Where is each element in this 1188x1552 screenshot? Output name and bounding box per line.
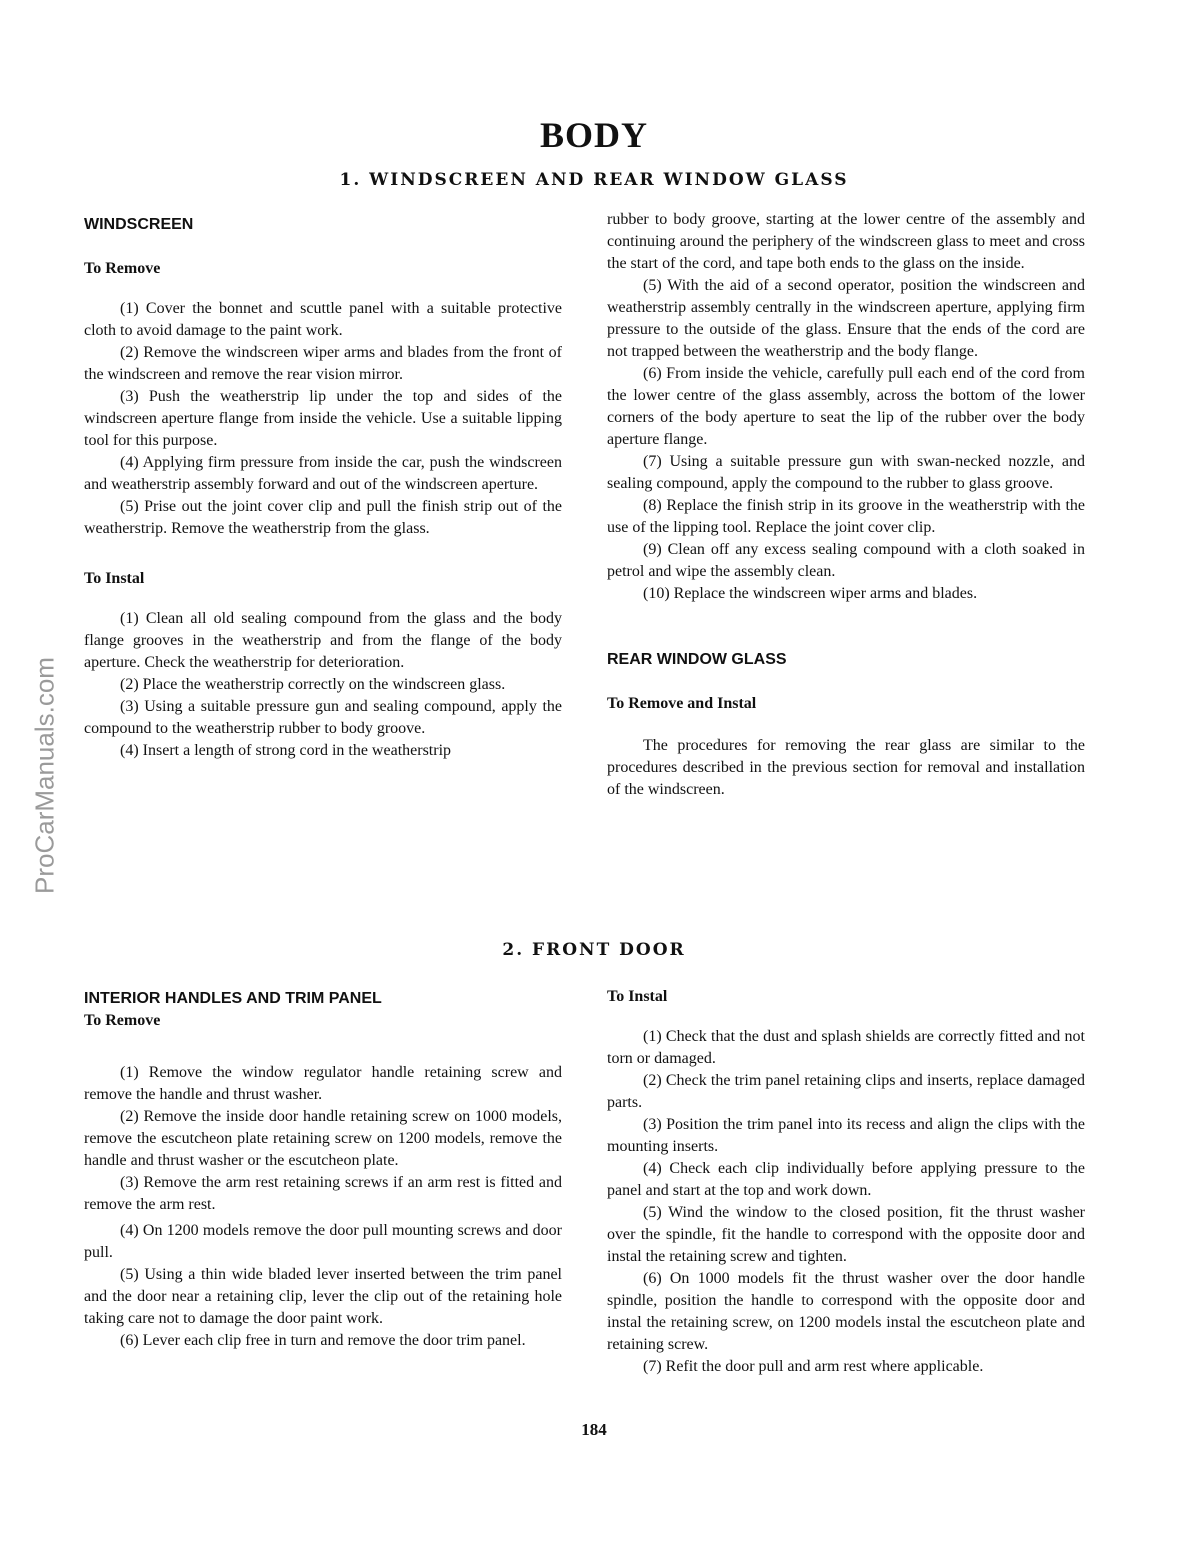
section-1-left-column xyxy=(84,214,562,762)
to-remove-heading: To Remove xyxy=(84,1012,161,1029)
to-instal-heading: To Instal xyxy=(607,988,668,1005)
watermark: ProCarManuals.com xyxy=(29,657,60,894)
section-2-title: 2. FRONT DOOR xyxy=(502,940,686,960)
step: (6) On 1000 models fit the thrust washer over the door handle spindle, position the handle to correspond with the opposite door and instal the retaining screw, on 1200 models instal the escutcheon plate and retaining screw. xyxy=(607,1270,1085,1353)
step: (2) Check the trim panel retaining clips and inserts, replace damaged parts. xyxy=(607,1072,1085,1111)
step: (4) Applying firm pressure from inside the car, push the windscreen and weatherstrip assembly forward and out of the windscreen aperture. xyxy=(84,454,562,493)
step: (2) Remove the windscreen wiper arms and blades from the front of the windscreen and remove the rear vision mirror. xyxy=(84,344,562,383)
step: (9) Clean off any excess sealing compound with a cloth soaked in petrol and wipe the assembly clean. xyxy=(607,541,1085,580)
section-1-title: 1. WINDSCREEN AND REAR WINDOW GLASS xyxy=(339,170,849,190)
step-continued: rubber to body groove, starting at the lower centre of the assembly and continuing around the periphery of the windscreen glass to meet and cross the start of the cord, and tape both ends to the glass on the inside. xyxy=(607,211,1085,272)
step: (6) Lever each clip free in turn and remove the door trim panel. xyxy=(120,1332,526,1349)
remove-instal-heading: To Remove and Instal xyxy=(607,695,757,712)
step: (3) Push the weatherstrip lip under the top and sides of the windscreen aperture flange from inside the vehicle. Use a suitable lipping tool for this purpose. xyxy=(84,388,562,449)
step: (5) Prise out the joint cover clip and pull the finish strip out of the weatherstrip. Remove the weatherstrip from the glass. xyxy=(84,498,562,537)
to-instal-heading: To Instal xyxy=(84,570,145,587)
section-1-right-column xyxy=(607,209,1085,801)
step: (1) Check that the dust and splash shields are correctly fitted and not torn or damaged. xyxy=(607,1028,1085,1067)
step: (7) Refit the door pull and arm rest where applicable. xyxy=(643,1358,984,1375)
section-2-right-column xyxy=(607,986,1085,1378)
step: (5) Wind the window to the closed position, fit the thrust washer over the spindle, fit the handle to correspond with the opposite door and instal the retaining screw and tighten. xyxy=(607,1204,1085,1265)
page-number: 184 xyxy=(581,1420,607,1439)
step: (4) Check each clip individually before applying pressure to the panel and start at the top and work down. xyxy=(607,1160,1085,1199)
step: (2) Place the weatherstrip correctly on the windscreen glass. xyxy=(120,676,506,693)
step: (4) On 1200 models remove the door pull mounting screws and door pull. xyxy=(84,1222,562,1261)
step: (2) Remove the inside door handle retaining screw on 1000 models, remove the escutcheon plate retaining screw on 1200 models, remove the handle and thrust washer or the escutcheon plate. xyxy=(84,1108,562,1169)
rear-window-heading: REAR WINDOW GLASS xyxy=(607,651,787,668)
step: (5) With the aid of a second operator, position the windscreen and weatherstrip assembly centrally in the windscreen aperture, applying firm pressure to the outside of the glass. Ensure that the ends of the cord are not trapped between the weatherstrip and the body flange. xyxy=(607,277,1085,360)
step: (3) Using a suitable pressure gun and sealing compound, apply the compound to the weatherstrip rubber to body groove. xyxy=(84,698,562,737)
page-title: BODY xyxy=(539,115,648,155)
step: (3) Position the trim panel into its recess and align the clips with the mounting inserts. xyxy=(607,1116,1085,1155)
windscreen-heading: WINDSCREEN xyxy=(84,216,194,233)
rear-window-text: The procedures for removing the rear glass are similar to the procedures described in the previous section for removal and installation of the windscreen. xyxy=(607,737,1085,798)
step: (1) Clean all old sealing compound from the glass and the body flange grooves in the weatherstrip and from the flange of the body aperture. Check the weatherstrip for deterioration. xyxy=(84,610,562,671)
step: (8) Replace the finish strip in its groove in the weatherstrip with the use of the lipping tool. Replace the joint cover clip. xyxy=(607,497,1085,536)
step: (1) Remove the window regulator handle retaining screw and remove the handle and thrust washer. xyxy=(84,1064,562,1103)
step: (5) Using a thin wide bladed lever inserted between the trim panel and the door near a retaining clip, lever the clip out of the retaining hole taking care not to damage the door paint work. xyxy=(84,1266,562,1327)
interior-handles-heading: INTERIOR HANDLES AND TRIM PANEL xyxy=(84,990,382,1007)
step: (4) Insert a length of strong cord in the weatherstrip xyxy=(120,742,452,759)
step: (10) Replace the windscreen wiper arms and blades. xyxy=(643,585,978,602)
step: (6) From inside the vehicle, carefully pull each end of the cord from the lower centre of the glass assembly, across the bottom of the lower corners of the body aperture to seat the lip of the rubber over the body aperture flange. xyxy=(607,365,1085,448)
to-remove-heading: To Remove xyxy=(84,260,161,277)
step: (1) Cover the bonnet and scuttle panel with a suitable protective cloth to avoid damage to the paint work. xyxy=(84,300,562,339)
section-2-left-column xyxy=(84,988,562,1352)
step: (7) Using a suitable pressure gun with swan-necked nozzle, and sealing compound, apply the compound to the rubber to glass groove. xyxy=(607,453,1085,492)
step: (3) Remove the arm rest retaining screws if an arm rest is fitted and remove the arm rest. xyxy=(84,1174,562,1213)
